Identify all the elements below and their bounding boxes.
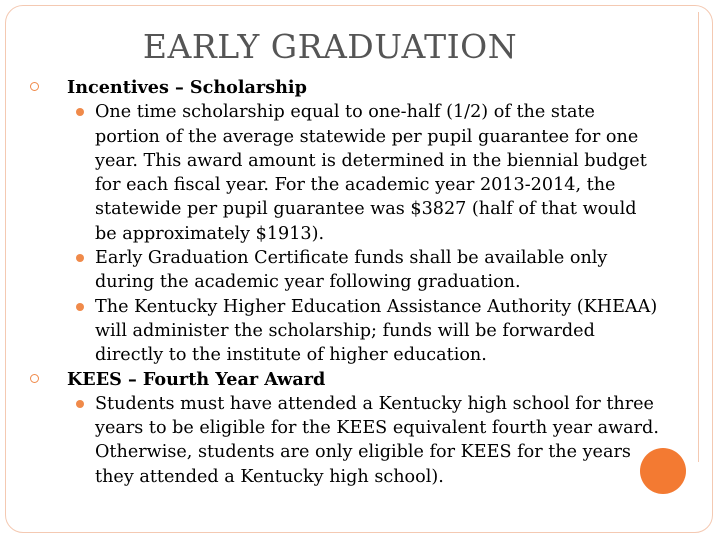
slide-content (30, 76, 660, 489)
list-item (30, 100, 660, 246)
list-item-text: Early Graduation Certificate funds shall be available only during the academic year following graduation. (95, 248, 608, 293)
list-item-text: The Kentucky Higher Education Assistance Authority (KHEAA) will administer the scholarship; funds will be forwarded directly to the institute of higher education. (95, 296, 658, 366)
section-incentives-heading (30, 76, 660, 100)
list-item-text: One time scholarship equal to one-half (1/2) of the state portion of the average statewide per pupil guarantee for one year. This award amount is determined in the biennial budget for each fiscal year. For the academic year 2013-2014, the statewide per pupil guarantee was $3827 (half of that would be approximately $1913). (95, 102, 647, 244)
list-item (30, 246, 660, 295)
frame-right-line (698, 12, 699, 462)
slide-title: EARLY GRADUATION (142, 27, 518, 66)
section-heading-text: KEES – Fourth Year Award (67, 368, 326, 390)
filled-circle-bullet-icon (76, 400, 84, 408)
hollow-circle-bullet-icon (30, 82, 39, 91)
list-item-text: Students must have attended a Kentucky high school for three years to be eligible for the KEES equivalent fourth year award. Otherwise, students are only eligible for KEES for the years they attended a Kentucky high school). (95, 393, 659, 487)
section-kees-heading (30, 368, 660, 392)
filled-circle-bullet-icon (76, 108, 84, 116)
hollow-circle-bullet-icon (30, 374, 39, 383)
list-item (30, 392, 660, 489)
filled-circle-bullet-icon (76, 303, 84, 311)
filled-circle-bullet-icon (76, 254, 84, 262)
list-item (30, 295, 660, 368)
section-heading-text: Incentives – Scholarship (67, 77, 307, 98)
